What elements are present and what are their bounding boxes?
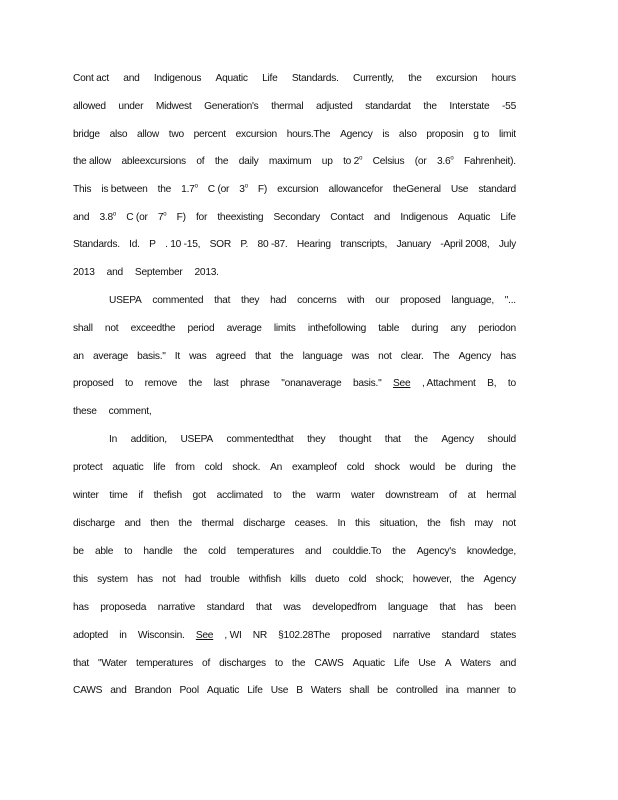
word: they: [241, 295, 260, 306]
word: Aquatic: [457, 212, 491, 223]
text-line: [73, 100, 516, 114]
word: exceedthe: [130, 323, 176, 334]
word: proposin: [426, 129, 464, 140]
degree-mark: o: [163, 211, 167, 218]
word: if: [138, 490, 143, 501]
word: and: [305, 546, 322, 557]
word: and: [110, 685, 127, 696]
word: Brandon: [134, 685, 172, 696]
word: shock.: [232, 462, 261, 473]
word: standardat: [365, 101, 411, 112]
word: July: [498, 239, 516, 250]
word: Aquatic: [206, 685, 240, 696]
word: limits: [273, 323, 296, 334]
word: bridge: [73, 129, 100, 140]
word: Indigenous: [400, 212, 448, 223]
word: CAWS: [314, 658, 344, 669]
word: withfish: [248, 574, 281, 585]
word: and: [73, 212, 90, 223]
word: that: [439, 602, 456, 613]
word: Standards.: [73, 239, 120, 250]
word: shock: [374, 462, 400, 473]
word: table: [378, 323, 400, 334]
word: hermal: [486, 490, 516, 501]
word: Life: [247, 685, 263, 696]
word: Waters: [460, 658, 491, 669]
word: discharges: [219, 658, 266, 669]
word: Fahrenheit).: [463, 156, 516, 167]
word: has: [137, 574, 153, 585]
word: was: [283, 602, 301, 613]
word: Midwest: [155, 101, 192, 112]
word: shock;: [375, 574, 404, 585]
word: g to: [473, 129, 490, 140]
word: then: [150, 518, 170, 529]
word: Use: [270, 685, 289, 696]
word: and: [106, 267, 123, 278]
word: the allow: [73, 156, 111, 167]
word: 1.7$^o$: [181, 183, 198, 195]
word: not: [378, 351, 392, 362]
word: was: [351, 351, 370, 362]
word: excursion: [235, 129, 277, 140]
word: USEPA: [109, 295, 142, 306]
word: be: [73, 546, 84, 557]
word: proposed: [400, 295, 441, 306]
word: under: [118, 101, 144, 112]
text-line: [109, 294, 516, 308]
word: standard: [206, 602, 245, 613]
word: Pool: [179, 685, 199, 696]
word: not: [502, 518, 516, 529]
text-line: [73, 128, 516, 142]
word: got: [192, 490, 206, 501]
word: commented: [152, 295, 204, 306]
word: limit: [498, 129, 516, 140]
text-line: [73, 545, 516, 559]
word: these: [73, 406, 97, 417]
word: coulddie.To: [332, 546, 382, 557]
word: cold: [208, 546, 226, 557]
word: and: [123, 73, 140, 84]
word: the: [157, 184, 172, 195]
word: An: [270, 462, 283, 473]
word: transcripts,: [340, 239, 388, 250]
word: 3.6$^o$: [436, 155, 454, 167]
degree-mark: o: [359, 155, 363, 162]
word: during: [411, 323, 439, 334]
word: standard: [441, 630, 480, 641]
word: and: [373, 212, 391, 223]
word: Aquatic: [352, 658, 385, 669]
text-line: [73, 601, 516, 615]
word: Use: [418, 658, 436, 669]
word: 2013.: [194, 267, 219, 278]
word: with: [347, 295, 365, 306]
word: P.: [240, 239, 249, 250]
text-line: [73, 489, 516, 503]
word: January: [396, 239, 431, 250]
word: 7$^o$: [157, 211, 167, 223]
word: be: [377, 685, 388, 696]
word: temperatures: [236, 546, 294, 557]
word: excursion: [435, 73, 478, 84]
word: ceases.: [294, 518, 328, 529]
text-line: [73, 657, 516, 671]
word: was: [189, 351, 207, 362]
word: also: [109, 129, 128, 140]
word: B: [296, 685, 303, 696]
word: allowancefor: [328, 184, 383, 195]
text-line: [73, 629, 516, 643]
word: In: [337, 518, 346, 529]
word: the: [292, 490, 306, 501]
word: from: [175, 462, 195, 473]
word: been: [494, 602, 516, 613]
word: developedfrom: [312, 602, 377, 613]
word: The: [432, 351, 450, 362]
word: discharge: [243, 518, 286, 529]
text-line: [109, 433, 516, 447]
word: be: [444, 462, 456, 473]
word: cold: [348, 574, 367, 585]
word: In: [109, 434, 117, 445]
word: allowed: [73, 101, 106, 112]
word: Currently,: [352, 73, 394, 84]
word: the: [414, 434, 428, 445]
word: Cont act: [73, 73, 109, 84]
word: states: [490, 630, 516, 641]
word: kills: [290, 574, 306, 585]
word: USEPA: [180, 434, 213, 445]
word: two: [168, 129, 184, 140]
word: 3.8$^o$: [99, 211, 116, 223]
word: thought: [338, 434, 372, 445]
word: -55: [502, 101, 516, 112]
word: addition,: [130, 434, 167, 445]
word: Agency: [458, 351, 492, 362]
word: allow: [137, 129, 159, 140]
word: Agency: [340, 129, 373, 140]
word: -April 2008,: [440, 239, 490, 250]
text-line: [73, 266, 516, 280]
word: not: [162, 574, 176, 585]
word: Interstate: [449, 101, 490, 112]
word: for: [195, 212, 208, 223]
word: that: [214, 295, 231, 306]
word: hours: [491, 73, 516, 84]
word: average: [92, 351, 129, 362]
word: Standards.: [291, 73, 339, 84]
word: acclimated: [216, 490, 263, 501]
word: discharge: [73, 518, 115, 529]
word: the: [460, 574, 475, 585]
word: to 2$^o$: [343, 155, 363, 167]
word: the: [502, 462, 516, 473]
word: Agency: [483, 574, 516, 585]
word: phrase: [240, 378, 270, 389]
word: should: [487, 434, 516, 445]
word: protect: [73, 462, 103, 473]
word: knowledge,: [466, 546, 516, 557]
word: C (or: [207, 184, 230, 195]
word: Life: [393, 658, 410, 669]
word: handle: [143, 546, 173, 557]
word: percent: [193, 129, 226, 140]
word: remove: [144, 378, 178, 389]
word: NR: [252, 630, 267, 641]
degree-mark: o: [450, 155, 454, 162]
word: had: [270, 295, 287, 306]
degree-mark: o: [244, 183, 248, 190]
word: F): [176, 212, 186, 223]
word: in: [119, 630, 127, 641]
word: P: [149, 239, 156, 250]
word: §102.28The: [278, 630, 331, 641]
word: thermal: [201, 518, 234, 529]
word: warm: [316, 490, 341, 501]
word: to: [125, 378, 134, 389]
word: Contact: [330, 212, 364, 223]
word: fish: [450, 518, 465, 529]
word: narrative: [157, 602, 196, 613]
word: basis.": [352, 378, 382, 389]
word: commentedthat: [226, 434, 294, 445]
word: and: [124, 518, 141, 529]
word: has: [500, 351, 516, 362]
word: the: [178, 518, 192, 529]
word: adopted: [73, 630, 109, 641]
text-line: [73, 155, 516, 169]
word: Agency's: [416, 546, 456, 557]
word: period: [187, 323, 215, 334]
word: A: [444, 658, 452, 669]
word: to: [507, 378, 516, 389]
degree-mark: o: [194, 183, 198, 190]
word: the: [427, 518, 441, 529]
word: the: [408, 73, 422, 84]
text-line: [73, 211, 516, 225]
word: See: [195, 630, 214, 641]
word: Hearing: [296, 239, 331, 250]
word: however,: [412, 574, 452, 585]
word: language: [302, 351, 343, 362]
word: has: [467, 602, 483, 613]
word: C (or: [126, 212, 148, 223]
word: Id.: [129, 239, 140, 250]
word: , WI: [224, 630, 242, 641]
word: dueto: [315, 574, 340, 585]
word: controlled: [396, 685, 438, 696]
word: of: [196, 156, 205, 167]
word: exampleof: [292, 462, 337, 473]
word: manner: [466, 685, 500, 696]
word: at: [467, 490, 476, 501]
word: to: [273, 490, 282, 501]
word: CAWS: [73, 685, 103, 696]
text-line: [73, 517, 516, 531]
text-line: [73, 684, 516, 698]
word: Aquatic: [215, 73, 248, 84]
word: Waters: [310, 685, 342, 696]
word: F): [257, 184, 267, 195]
word: may: [474, 518, 493, 529]
word: able: [94, 546, 114, 557]
word: It: [174, 351, 180, 362]
word: cold: [346, 462, 365, 473]
word: to: [274, 658, 283, 669]
word: during: [465, 462, 493, 473]
word: Use: [450, 184, 469, 195]
word: of: [202, 658, 211, 669]
word: trouble: [210, 574, 240, 585]
word: standard: [478, 184, 516, 195]
word: cold: [204, 462, 223, 473]
word: Celsius: [372, 156, 405, 167]
word: adjusted: [315, 101, 353, 112]
word: the: [423, 101, 437, 112]
word: had: [184, 574, 201, 585]
word: also: [398, 129, 417, 140]
text-line: [73, 72, 516, 86]
word: Life: [262, 73, 278, 84]
word: "onanaverage: [281, 378, 342, 389]
word: proposeda: [100, 602, 147, 613]
word: our: [375, 295, 390, 306]
word: not: [104, 323, 119, 334]
word: clear.: [400, 351, 424, 362]
word: This: [73, 184, 92, 195]
word: downstream: [385, 490, 439, 501]
word: See: [393, 378, 411, 389]
word: comment,: [108, 406, 152, 417]
word: that: [73, 658, 89, 669]
word: . 10 -15,: [165, 239, 201, 250]
word: to: [507, 685, 516, 696]
word: the: [280, 351, 294, 362]
word: up: [321, 156, 333, 167]
word: to: [124, 546, 133, 557]
word: September: [134, 267, 183, 278]
word: has: [73, 602, 89, 613]
word: this: [73, 574, 88, 585]
word: average: [226, 323, 262, 334]
word: that: [384, 434, 401, 445]
word: the: [392, 546, 406, 557]
word: any: [450, 323, 467, 334]
word: maximum: [268, 156, 312, 167]
word: they: [307, 434, 326, 445]
word: Generation's: [204, 101, 259, 112]
word: time: [109, 490, 128, 501]
word: theexisting: [217, 212, 264, 223]
text-line: [73, 350, 516, 364]
word: the: [291, 658, 306, 669]
word: Indigenous: [153, 73, 202, 84]
word: the: [188, 378, 203, 389]
word: language: [388, 602, 428, 613]
word: Agency: [441, 434, 474, 445]
word: Secondary: [273, 212, 321, 223]
word: water: [350, 490, 375, 501]
word: of: [448, 490, 457, 501]
word: basis.": [137, 351, 166, 362]
text-line: [73, 573, 516, 587]
word: excursion: [277, 184, 319, 195]
word: periodon: [478, 323, 516, 334]
word: system: [97, 574, 128, 585]
word: aquatic: [112, 462, 144, 473]
word: "Water: [98, 658, 127, 669]
word: inthefollowing: [307, 323, 367, 334]
word: 80 -87.: [257, 239, 288, 250]
word: that: [254, 351, 271, 362]
word: and: [499, 658, 516, 669]
word: agreed: [215, 351, 246, 362]
word: that: [255, 602, 272, 613]
word: is: [382, 129, 390, 140]
word: the: [214, 156, 229, 167]
word: (or: [414, 156, 427, 167]
word: an: [73, 351, 84, 362]
word: shall: [73, 323, 93, 334]
word: daily: [238, 156, 259, 167]
word: winter: [73, 490, 99, 501]
text-line: [73, 377, 516, 391]
degree-mark: o: [112, 211, 116, 218]
word: concerns: [297, 295, 337, 306]
word: this: [354, 518, 370, 529]
word: 3$^o$: [239, 183, 248, 195]
text-line: [73, 322, 516, 336]
word: proposed: [73, 378, 114, 389]
word: "...: [504, 295, 516, 306]
word: situation,: [379, 518, 418, 529]
word: would: [409, 462, 435, 473]
word: Life: [500, 212, 516, 223]
text-line: [73, 183, 516, 197]
word: the: [183, 546, 197, 557]
word: narrative: [392, 630, 431, 641]
text-line: [73, 461, 516, 475]
word: temperatures: [135, 658, 194, 669]
word: language,: [451, 295, 494, 306]
word: , Attachment: [421, 378, 476, 389]
word: hours.The: [286, 129, 331, 140]
word: SOR: [209, 239, 231, 250]
word: B,: [487, 378, 497, 389]
word: ina: [445, 685, 459, 696]
word: life: [153, 462, 166, 473]
text-line: [73, 405, 516, 419]
word: ableexcursions: [121, 156, 186, 167]
word: is between: [101, 184, 148, 195]
word: theGeneral: [392, 184, 441, 195]
word: last: [213, 378, 229, 389]
word: proposed: [341, 630, 382, 641]
word: thermal: [271, 101, 304, 112]
word: Wisconsin.: [137, 630, 185, 641]
word: 2013: [73, 267, 95, 278]
word: thefish: [153, 490, 182, 501]
text-line: [73, 238, 516, 252]
word: shall: [349, 685, 369, 696]
